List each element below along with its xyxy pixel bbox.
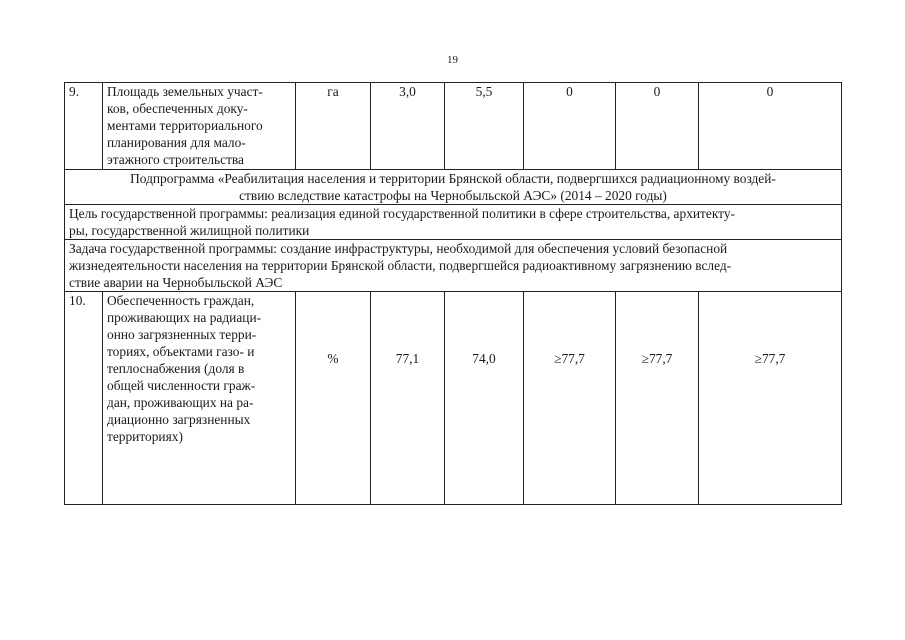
table-row xyxy=(65,292,842,505)
row-number: 9. xyxy=(65,83,103,170)
description-line: теплоснабжения (доля в xyxy=(107,361,245,376)
value-cell: 0 xyxy=(524,83,616,170)
program-task xyxy=(65,240,842,292)
indicator-description xyxy=(103,292,296,505)
description-line: ментами территориального xyxy=(107,118,263,133)
page-number: 19 xyxy=(447,54,458,66)
table-row xyxy=(65,83,842,170)
value-cell: ≥77,7 xyxy=(699,292,842,505)
value-cell: ≥77,7 xyxy=(616,292,699,505)
value-cell: 0 xyxy=(699,83,842,170)
value-cell: 3,0 xyxy=(371,83,445,170)
description-line: общей численности граж- xyxy=(107,378,256,393)
description-line: диационно загрязненных xyxy=(107,412,251,427)
task-line: ствие аварии на Чернобыльской АЭС xyxy=(69,275,283,290)
description-line: проживающих на радиаци- xyxy=(107,310,262,325)
description-line: онно загрязненных терри- xyxy=(107,327,257,342)
description-line: ков, обеспеченных доку- xyxy=(107,101,248,116)
row-number: 10. xyxy=(65,292,103,505)
subprogram-row xyxy=(65,170,842,205)
description-line: дан, проживающих на ра- xyxy=(107,395,254,410)
unit-cell: га xyxy=(296,83,371,170)
goal-row xyxy=(65,205,842,240)
value-cell: ≥77,7 xyxy=(524,292,616,505)
program-goal xyxy=(65,205,842,240)
description-line: территориях) xyxy=(107,429,183,444)
goal-line: Цель государственной программы: реализация единой государственной политики в сфере строительства, архитекту- xyxy=(69,206,736,221)
subprogram-line: ствию вследствие катастрофы на Чернобыльской АЭС» (2014 – 2020 годы) xyxy=(239,188,667,203)
subprogram-line: Подпрограмма «Реабилитация населения и территории Брянской области, подвергшихся радиационному воздей- xyxy=(130,171,776,186)
value-cell: 77,1 xyxy=(371,292,445,505)
description-line: ториях, объектами газо- и xyxy=(107,344,255,359)
task-row xyxy=(65,240,842,292)
unit-cell: % xyxy=(296,292,371,505)
goal-line: ры, государственной жилищной политики xyxy=(69,223,310,238)
description-line: Площадь земельных участ- xyxy=(107,84,263,99)
task-line: жизнедеятельности населения на территории Брянской области, подвергшейся радиоактивному загрязнению вслед- xyxy=(69,258,732,273)
value-cell: 0 xyxy=(616,83,699,170)
description-line: планирования для мало- xyxy=(107,135,246,150)
description-line: этажного строительства xyxy=(107,152,245,167)
description-line: Обеспеченность граждан, xyxy=(107,293,255,308)
value-cell: 74,0 xyxy=(445,292,524,505)
subprogram-title xyxy=(65,170,842,205)
indicator-description xyxy=(103,83,296,170)
task-line: Задача государственной программы: создание инфраструктуры, необходимой для обеспечения условий безопасной xyxy=(69,241,728,256)
indicators-table xyxy=(64,82,842,505)
value-cell: 5,5 xyxy=(445,83,524,170)
